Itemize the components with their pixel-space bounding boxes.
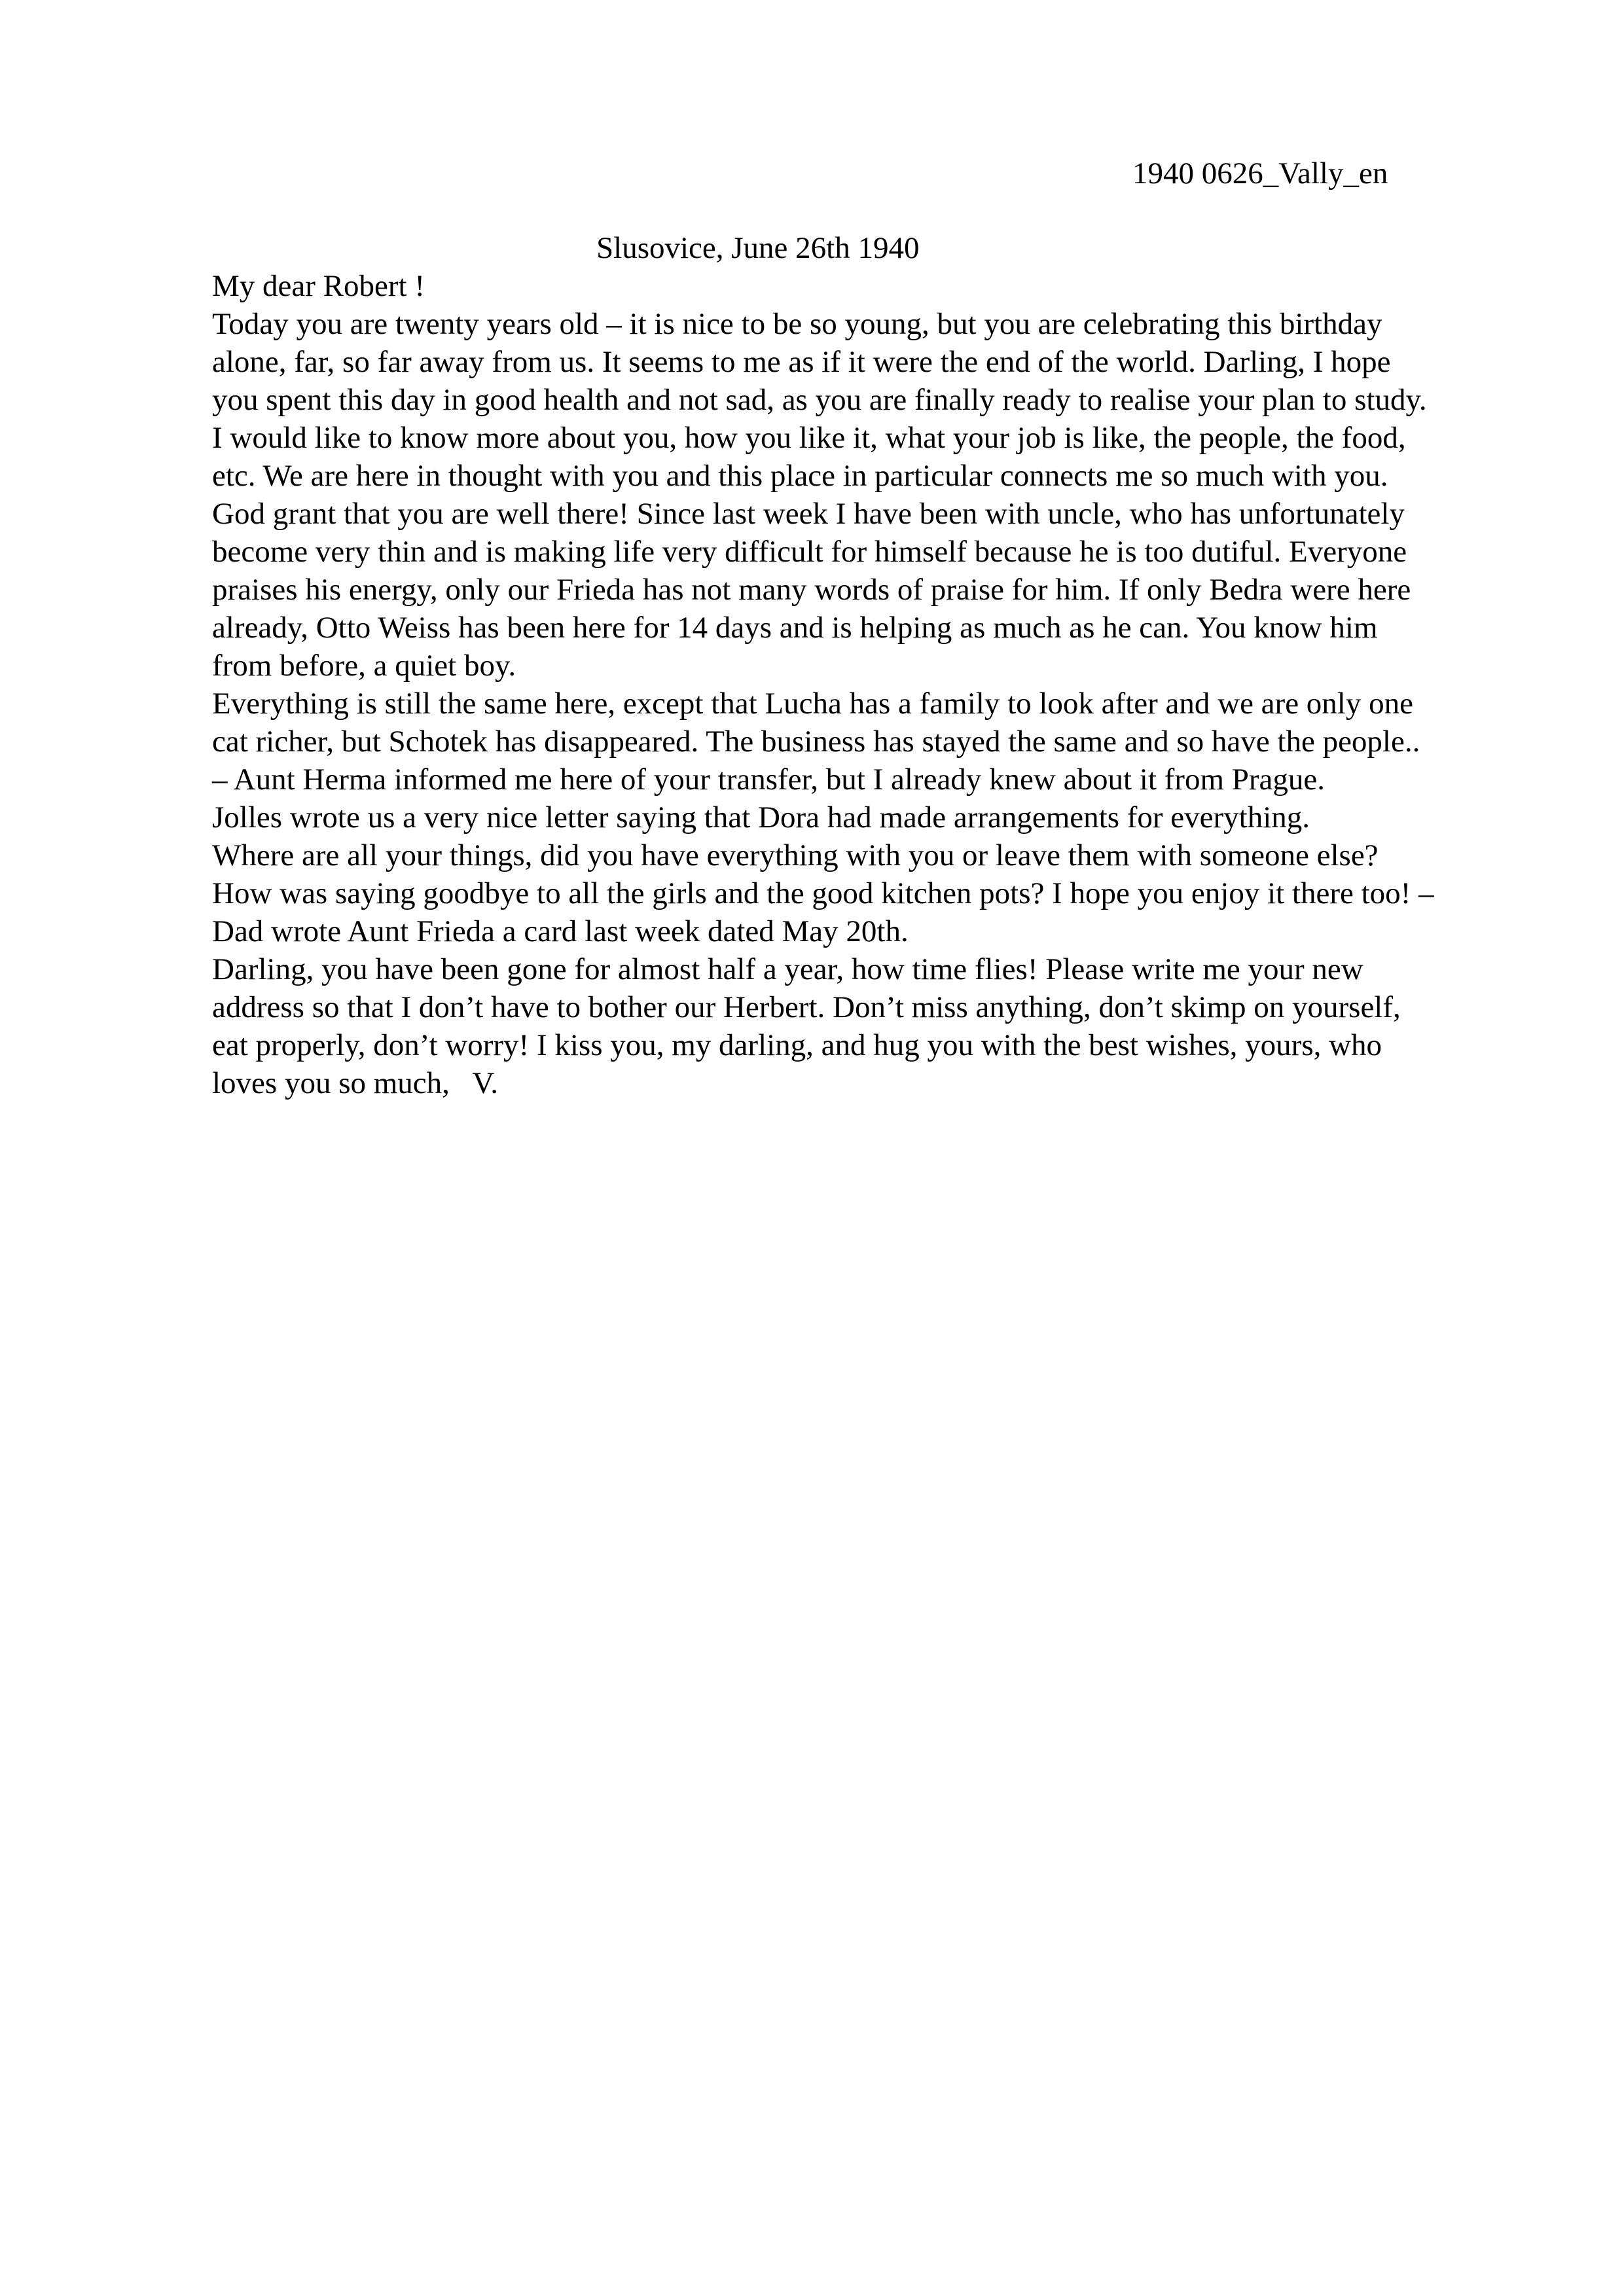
place-and-date: Slusovice, June 26th 1940 bbox=[596, 231, 920, 265]
letter-line: Dad wrote Aunt Frieda a card last week dated May 20th. bbox=[212, 914, 909, 948]
letter-line: eat properly, don’t worry! I kiss you, my darling, and hug you with the best wishes, yours, who bbox=[212, 1028, 1382, 1062]
letter-line: – Aunt Herma informed me here of your transfer, but I already knew about it from Prague. bbox=[212, 762, 1326, 797]
letter-line: Where are all your things, did you have everything with you or leave them with someone else? bbox=[212, 838, 1379, 872]
letter-line: God grant that you are well there! Since last week I have been with uncle, who has unfortunately bbox=[212, 497, 1405, 531]
letter-line: Everything is still the same here, except that Lucha has a family to look after and we are only one bbox=[212, 687, 1413, 721]
letter-body bbox=[212, 267, 1521, 1102]
letter-line: Today you are twenty years old – it is nice to be so young, but you are celebrating this birthday bbox=[212, 307, 1382, 341]
letter-line: become very thin and is making life very difficult for himself because he is too dutiful. Everyone bbox=[212, 535, 1407, 569]
letter-line: from before, a quiet boy. bbox=[212, 649, 516, 683]
letter-line: alone, far, so far away from us. It seems to me as if it were the end of the world. Darling, I hope bbox=[212, 345, 1391, 379]
document-reference: 1940 0626_Vally_en bbox=[1132, 156, 1388, 190]
closing-signature: loves you so much, V. bbox=[212, 1066, 498, 1100]
letter-line: I would like to know more about you, how you like it, what your job is like, the people, the food, bbox=[212, 421, 1406, 455]
letter-line: Jolles wrote us a very nice letter saying that Dora had made arrangements for everything. bbox=[212, 800, 1310, 834]
letter-line: How was saying goodbye to all the girls and the good kitchen pots? I hope you enjoy it there too! – bbox=[212, 876, 1434, 910]
letter-line: you spent this day in good health and not sad, as you are finally ready to realise your plan to study. bbox=[212, 383, 1427, 417]
letter-line: already, Otto Weiss has been here for 14 days and is helping as much as he can. You know him bbox=[212, 611, 1378, 645]
salutation: My dear Robert ! bbox=[212, 269, 425, 303]
letter-line: cat richer, but Schotek has disappeared. The business has stayed the same and so have the people.. bbox=[212, 725, 1420, 759]
letter-line: etc. We are here in thought with you and this place in particular connects me so much with you. bbox=[212, 459, 1388, 493]
letter-line: Darling, you have been gone for almost half a year, how time flies! Please write me your new bbox=[212, 952, 1363, 986]
letter-line: address so that I don’t have to bother our Herbert. Don’t miss anything, don’t skimp on yourself, bbox=[212, 990, 1401, 1024]
letter-line: praises his energy, only our Frieda has not many words of praise for him. If only Bedra were here bbox=[212, 573, 1411, 607]
